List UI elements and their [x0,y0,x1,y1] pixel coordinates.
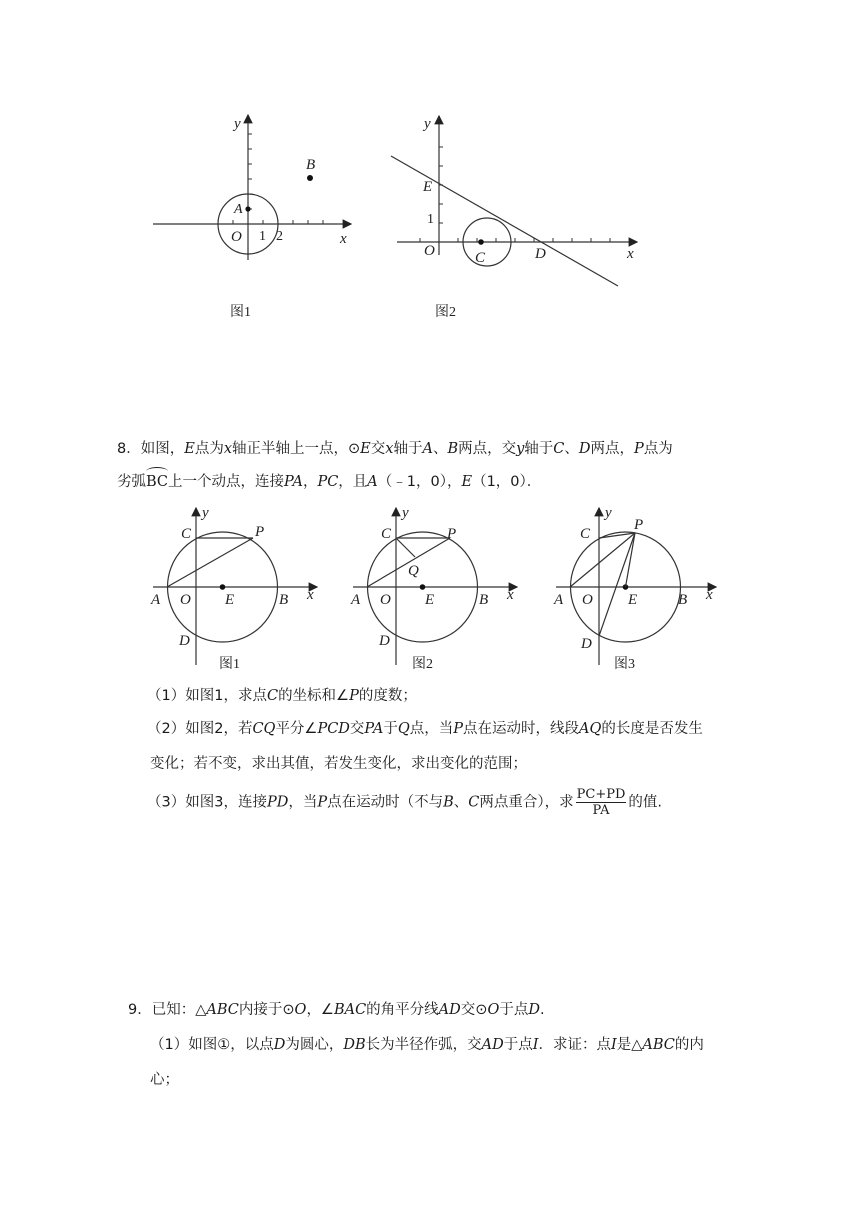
point-e [220,584,226,590]
label-o: O [424,243,435,259]
label-x: x [340,231,347,247]
label-a: A [151,592,161,608]
label-y: y [234,116,241,132]
y-ticks [248,134,252,209]
caption: 图3 [614,657,635,672]
label-x: x [507,587,514,603]
label-y: y [605,505,612,521]
label-d: D [179,633,190,649]
p7-fig2-svg [385,110,645,325]
label-o: O [380,592,391,608]
x-ticks [218,220,323,224]
p8-figure-1 [145,500,325,680]
p8-question-2a: （2）如图2，若CQ平分∠PCD交PA于Q点，当P点在运动时，线段AQ的长度是否发生 [147,721,703,737]
label-x: x [307,587,314,603]
p9-question-1b: 心； [150,1072,179,1088]
label-o: O [180,592,191,608]
label-p: P [634,517,644,533]
p8-fig3-svg [548,500,728,680]
label-d: D [379,633,390,649]
p7-figure-1 [148,110,358,325]
label-c: C [580,526,591,542]
arc-bc: BC [146,474,169,490]
line-ed [391,156,618,286]
p8-figure-3 [548,500,728,680]
label-p: P [255,524,265,540]
p9-line-1: 9．已知：△ABC内接于⊙O，∠BAC的角平分线AD交⊙O于点D. [128,1002,545,1018]
label-o: O [582,592,593,608]
label-p: P [447,526,457,542]
label-b: B [479,592,489,608]
segment-pe [626,533,636,587]
p8-question-1: （1）如图1，求点C的坐标和∠P的度数； [147,688,417,704]
label-e: E [425,592,435,608]
label-e: E [628,592,638,608]
label-q: Q [408,563,419,579]
label-d: D [535,246,546,262]
p9-question-1a: （1）如图①，以点D为圆心，DB长为半径作弧，交AD于点I．求证：点I是△ABC的内 [150,1037,704,1053]
p8-line-1: 8．如图，E点为x轴正半轴上一点，⊙E交x轴于A、B两点，交y轴于C、D两点，P点为 [117,441,673,457]
label-c: C [381,526,392,542]
label-b: B [306,157,316,173]
label-b: B [678,592,688,608]
label-y: y [402,505,409,521]
label-c: C [181,526,192,542]
label-c: C [475,250,486,266]
caption: 图2 [412,657,433,672]
p8-question-3: （3）如图3，连接PD，当P点在运动时（不与B、C两点重合），求 $\frac{PC+PD}{PA}$ 的值. [147,787,662,818]
tick-1: 1 [427,212,434,227]
point-a [245,206,250,211]
label-d: D [581,636,592,652]
p8-line-2: 劣弧BC上一个动点，连接PA，PC，且A（﹣1，0），E（1，0）． [117,474,542,490]
tick-1: 1 [259,229,266,244]
fraction: $\frac{PC+PD}{PA}$ [576,787,626,818]
segment-ap [167,538,253,587]
p8-figure-2 [345,500,525,680]
caption: 图1 [230,305,251,320]
label-y: y [424,116,431,132]
point-c [478,239,484,245]
label-y: y [202,505,209,521]
label-x: x [627,246,634,262]
segment-cq [396,538,415,557]
label-e: E [423,179,433,195]
p8-question-2b: 变化；若不变，求出其值，若发生变化，求出变化的范围； [150,756,527,772]
point-b [307,175,313,181]
label-a: A [234,202,243,217]
label-a: A [554,592,564,608]
point-e [420,584,426,590]
label-x: x [706,587,713,603]
label-a: A [351,592,361,608]
label-o: O [231,229,242,245]
p8-fig1-svg [145,500,325,680]
label-b: B [279,592,289,608]
tick-2: 2 [276,229,283,244]
p7-fig1-svg [148,110,358,325]
caption: 图2 [435,305,456,320]
caption: 图1 [219,657,240,672]
p8-fig2-svg [345,500,525,680]
label-e: E [225,592,235,608]
p7-figure-2 [385,110,645,325]
